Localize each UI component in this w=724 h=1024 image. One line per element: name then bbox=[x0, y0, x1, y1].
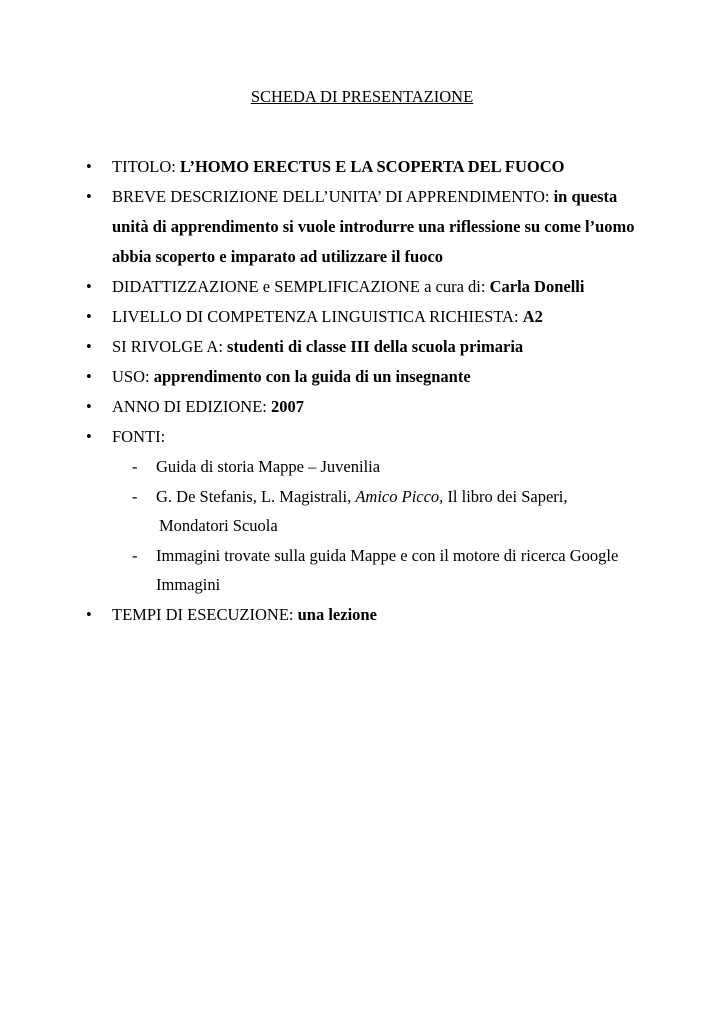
bullet-icon: • bbox=[86, 157, 92, 176]
item-label: DIDATTIZZAZIONE e SEMPLIFICAZIONE a cura di: bbox=[112, 277, 490, 296]
item-label: TITOLO: bbox=[112, 157, 180, 176]
source-item-1 bbox=[112, 452, 676, 482]
sources-list bbox=[112, 452, 676, 600]
list-item-uso bbox=[86, 362, 676, 392]
list-item-rivolge bbox=[86, 332, 676, 362]
item-label: FONTI: bbox=[112, 427, 166, 446]
item-value: 2007 bbox=[271, 397, 305, 416]
bullet-icon: • bbox=[86, 367, 92, 386]
bullet-icon: • bbox=[86, 277, 92, 296]
list-item-titolo bbox=[86, 152, 676, 182]
item-label: BREVE DESCRIZIONE DELL’UNITA’ DI APPRENDIMENTO: bbox=[112, 187, 554, 206]
list-item-fonti bbox=[86, 422, 676, 600]
page-title: SCHEDA DI PRESENTAZIONE bbox=[250, 87, 474, 106]
source-text: Guida di storia Mappe – Juvenilia bbox=[156, 457, 381, 476]
item-value: studenti di classe III della scuola primaria bbox=[227, 337, 524, 356]
list-item-tempi bbox=[86, 600, 676, 630]
source-item-2 bbox=[112, 482, 676, 541]
item-label: ANNO DI EDIZIONE: bbox=[112, 397, 272, 416]
bullet-icon: • bbox=[86, 397, 92, 416]
source-text-line2: Immagini bbox=[156, 575, 221, 594]
item-label: USO: bbox=[112, 367, 154, 386]
source-authors: G. De Stefanis, L. Magistrali, bbox=[156, 486, 356, 506]
source-item-3 bbox=[112, 541, 676, 600]
dash-icon: - bbox=[132, 457, 138, 476]
item-value: Carla Donelli bbox=[489, 277, 585, 296]
bullet-icon: • bbox=[86, 427, 92, 446]
source-publisher: Mondatori Scuola bbox=[159, 516, 278, 535]
item-value-line1: in questa bbox=[553, 187, 618, 206]
list-item-livello bbox=[86, 302, 676, 332]
dash-icon: - bbox=[132, 486, 138, 506]
info-list bbox=[86, 152, 676, 630]
list-item-didattizzazione bbox=[86, 272, 676, 302]
source-series: Il libro dei Saperi, bbox=[443, 486, 568, 506]
list-item-descrizione bbox=[86, 182, 676, 272]
bullet-icon: • bbox=[86, 604, 92, 624]
item-value: apprendimento con la guida di un insegnante bbox=[153, 367, 471, 386]
bullet-icon: • bbox=[86, 307, 92, 326]
source-book-title: Amico Picco, bbox=[355, 486, 444, 506]
dash-icon: - bbox=[132, 545, 138, 565]
item-label: LIVELLO DI COMPETENZA LINGUISTICA RICHIESTA: bbox=[112, 307, 523, 326]
item-value: L’HOMO ERECTUS E LA SCOPERTA DEL FUOCO bbox=[179, 157, 565, 176]
item-value-line2: unità di apprendimento si vuole introdurre una riflessione su come l’uomo bbox=[112, 217, 635, 236]
list-item-anno bbox=[86, 392, 676, 422]
source-text-line1: Immagini trovate sulla guida Mappe e con il motore di ricerca Google bbox=[156, 545, 619, 565]
item-value: una lezione bbox=[297, 604, 377, 624]
item-value-line3: abbia scoperto e imparato ad utilizzare il fuoco bbox=[112, 247, 444, 266]
item-label: SI RIVOLGE A: bbox=[112, 337, 228, 356]
item-label: TEMPI DI ESECUZIONE: bbox=[112, 604, 298, 624]
bullet-icon: • bbox=[86, 187, 92, 206]
bullet-icon: • bbox=[86, 337, 92, 356]
item-value: A2 bbox=[522, 307, 543, 326]
